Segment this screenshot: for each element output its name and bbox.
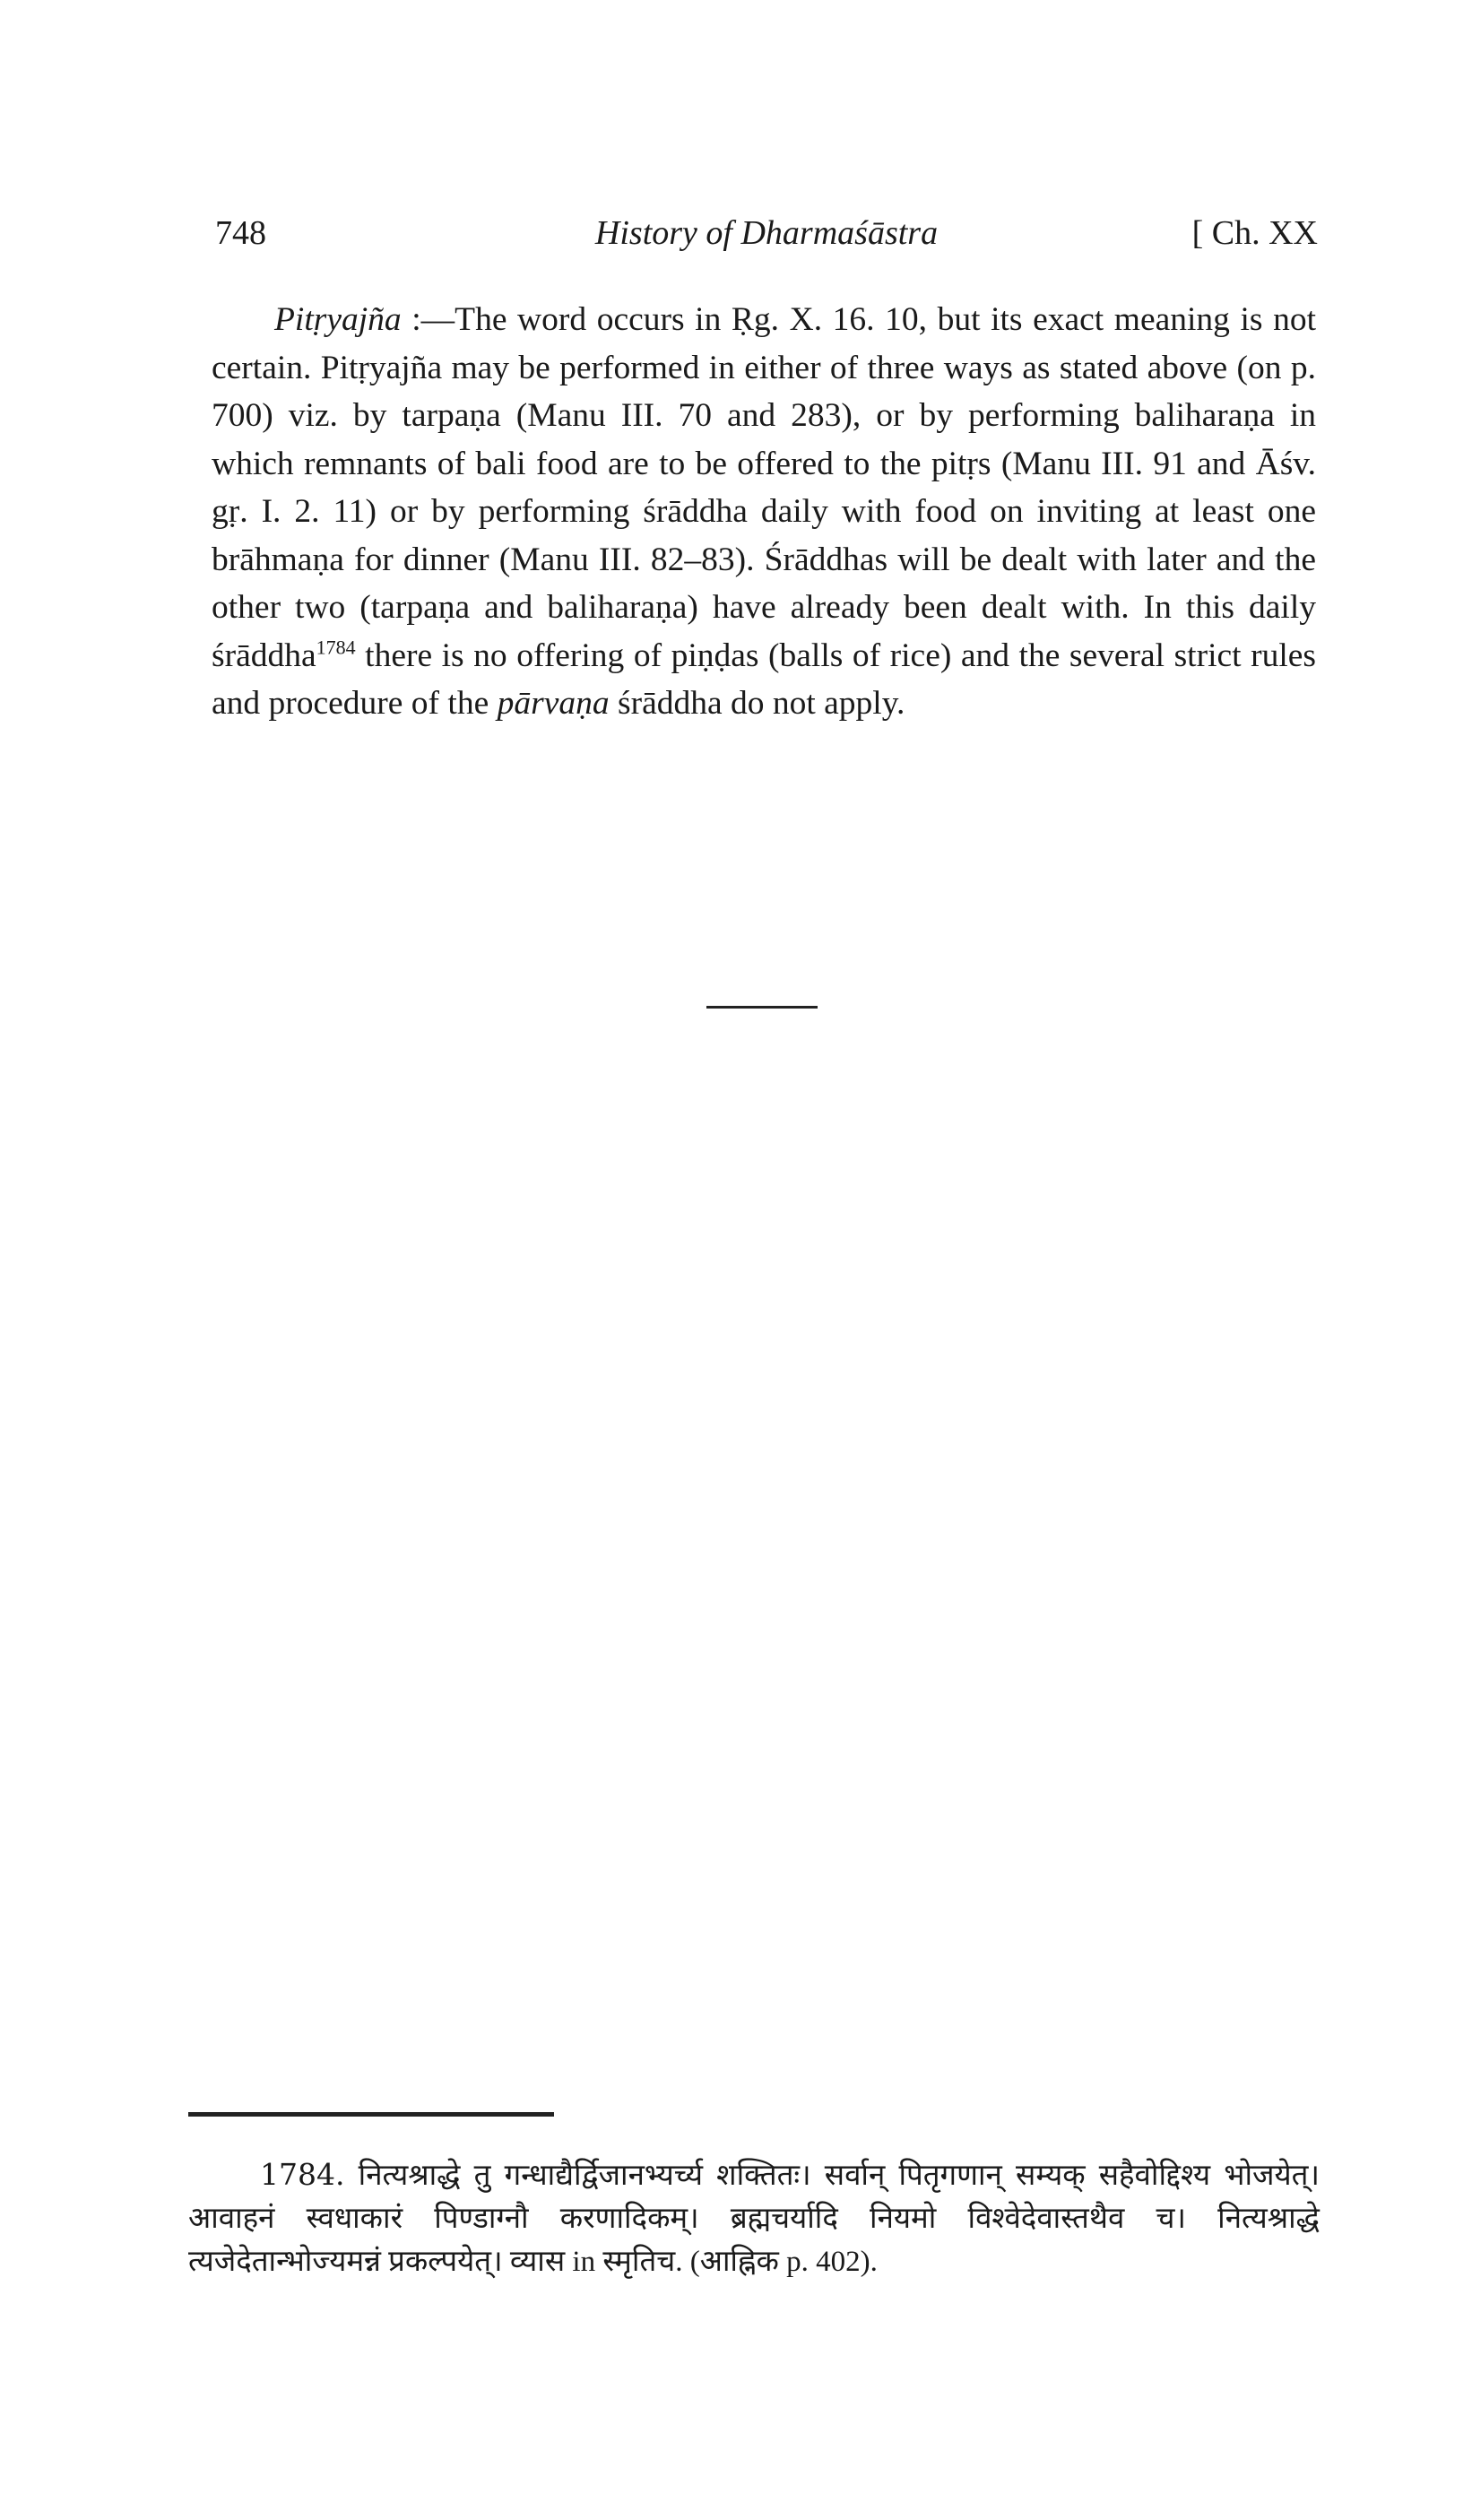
section-end-rule	[706, 1006, 818, 1009]
running-title: History of Dharmaśāstra	[594, 214, 939, 252]
term-pitryajna: Pitṛyajña	[274, 301, 402, 338]
term-parvana: pārvaṇa	[497, 685, 610, 722]
footnote-separator	[188, 2112, 554, 2117]
body-text-part-2: there is no offering of piṇḍas (balls of rice) and the several strict rules and procedure of the	[212, 636, 1316, 722]
page-number: 748	[215, 214, 266, 252]
chapter-label: [ Ch. XX	[1191, 214, 1318, 252]
footnote-number: 1784.	[260, 2157, 345, 2192]
page-header	[215, 213, 1318, 267]
body-text-part-3: śrāddha do not apply.	[609, 685, 905, 722]
body-text-part-1: :—The word occurs in Ṛg. X. 16. 10, but its exact meaning is not certain. Pitṛyajña may be performed in either of three ways as stated above (on p. 700) viz. by tarpaṇa (Manu III. 70 and 283), or by performing baliharaṇa in which remnants of bali food are to be offered to the pitṛs (Manu III. 91 and Āśv. gṛ. I. 2. 11) or by performing śrāddha daily with food on inviting at least one brāhmaṇa for dinner (Manu III. 82–83). Śrāddhas will be dealt with later and the other two (tarpaṇa and baliharaṇa) have already been dealt with. In this daily śrāddha	[212, 301, 1316, 674]
footnote-reference[interactable]: 1784	[316, 636, 356, 658]
body-paragraph	[212, 296, 1316, 728]
footnote	[188, 2153, 1320, 2283]
footnote-text: नित्यश्राद्धे तु गन्धाद्यैर्द्विजानभ्यर्च्य शक्तितः। सर्वान् पितृगणान् सम्यक् सहैवोद्दिश्य भोजयेत्। आवाहनं स्वधाकारं पिण्डाग्नौ करणादिकम्। ब्रह्मचर्यादि नियमो विश्वेदेवास्तथैव च। नित्यश्राद्धे त्यजेदेतान्भोज्यमन्नं प्रकल्पयेत्। व्यास in स्मृतिच. (आह्निक p. 402).	[188, 2160, 1320, 2278]
